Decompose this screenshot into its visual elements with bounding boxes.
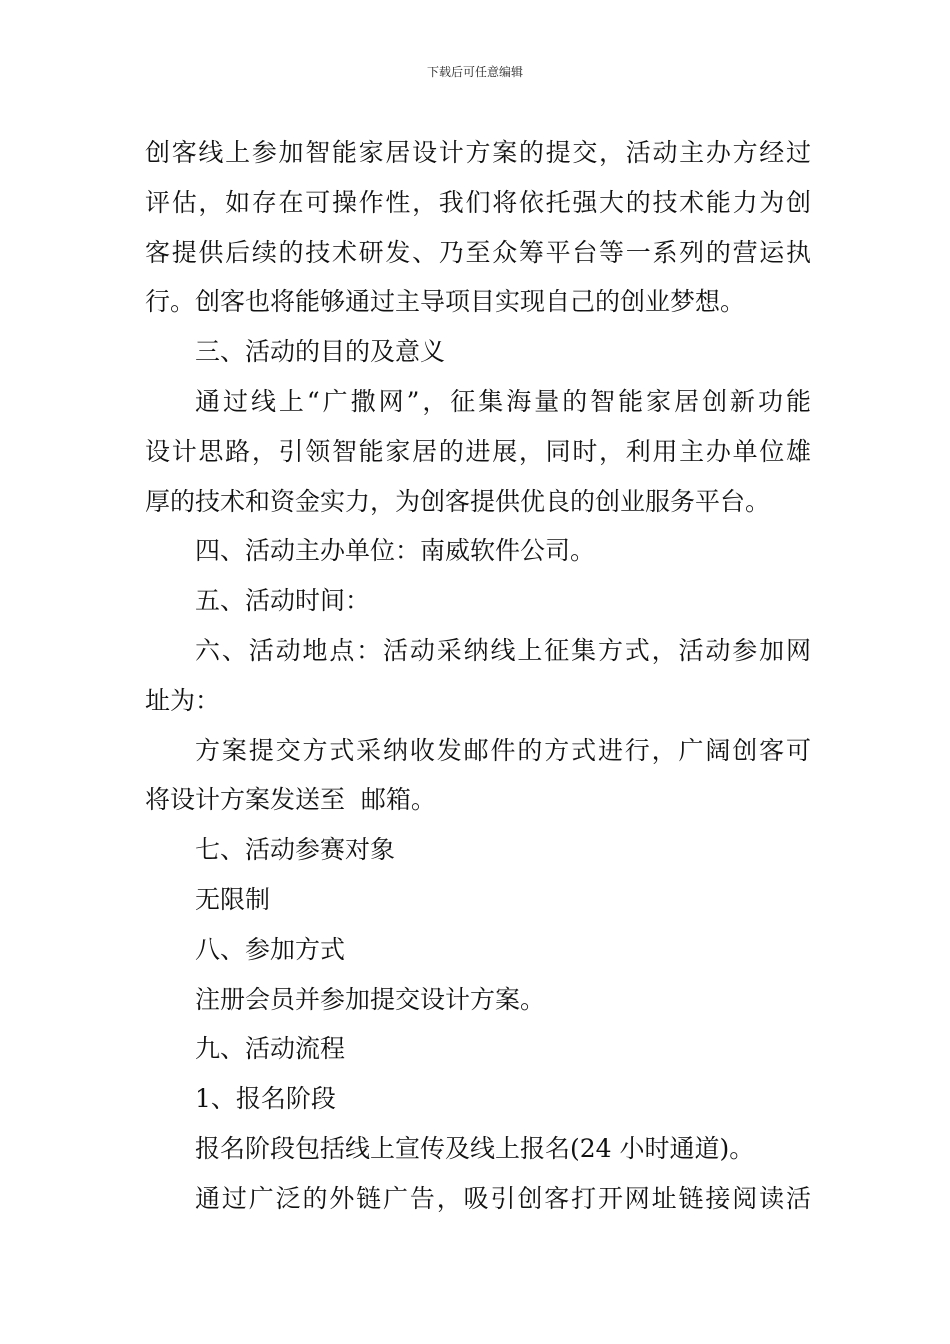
section-heading: 四、活动主办单位：南威软件公司。 bbox=[195, 536, 596, 566]
paragraph-line: 将设计方案发送至 邮箱。 bbox=[145, 785, 436, 815]
section-heading: 七、活动参赛对象 bbox=[195, 835, 396, 865]
paragraph-line: 创客线上参加智能家居设计方案的提交，活动主办方经过 bbox=[145, 138, 811, 167]
paragraph-line: 无限制 bbox=[195, 884, 271, 914]
section-heading: 五、活动时间： bbox=[195, 586, 371, 616]
paragraph-line: 址为： bbox=[145, 685, 221, 715]
paragraph-line: 报名阶段包括线上宣传及线上报名(24 小时通道)。 bbox=[195, 1133, 755, 1163]
paragraph-line: 厚的技术和资金实力，为创客提供优良的创业服务平台。 bbox=[145, 486, 771, 516]
paragraph-line: 通过线上“广撒网”，征集海量的智能家居创新功能 bbox=[195, 386, 811, 416]
page-header: 下载后可任意编辑 bbox=[426, 65, 523, 79]
section-heading: 九、活动流程 bbox=[195, 1034, 346, 1064]
paragraph-line: 注册会员并参加提交设计方案。 bbox=[195, 984, 546, 1014]
paragraph-line: 行。创客也将能够通过主导项目实现自己的创业梦想。 bbox=[145, 287, 746, 317]
section-heading: 三、活动的目的及意义 bbox=[195, 337, 446, 367]
section-heading: 八、参加方式 bbox=[195, 934, 346, 964]
subsection-heading: 1、报名阶段 bbox=[195, 1084, 336, 1114]
document-body bbox=[145, 128, 811, 1224]
paragraph-line: 设计思路，引领智能家居的进展，同时，利用主办单位雄 bbox=[145, 436, 811, 466]
paragraph-line: 评估，如存在可操作性，我们将依托强大的技术能力为创 bbox=[145, 187, 811, 217]
paragraph-line: 客提供后续的技术研发、乃至众筹平台等一系列的营运执 bbox=[145, 237, 811, 267]
paragraph-line: 方案提交方式采纳收发邮件的方式进行，广阔创客可 bbox=[195, 735, 811, 765]
paragraph-line: 通过广泛的外链广告，吸引创客打开网址链接阅读活 bbox=[195, 1183, 811, 1213]
section-heading: 六、活动地点：活动采纳线上征集方式，活动参加网 bbox=[195, 635, 811, 665]
